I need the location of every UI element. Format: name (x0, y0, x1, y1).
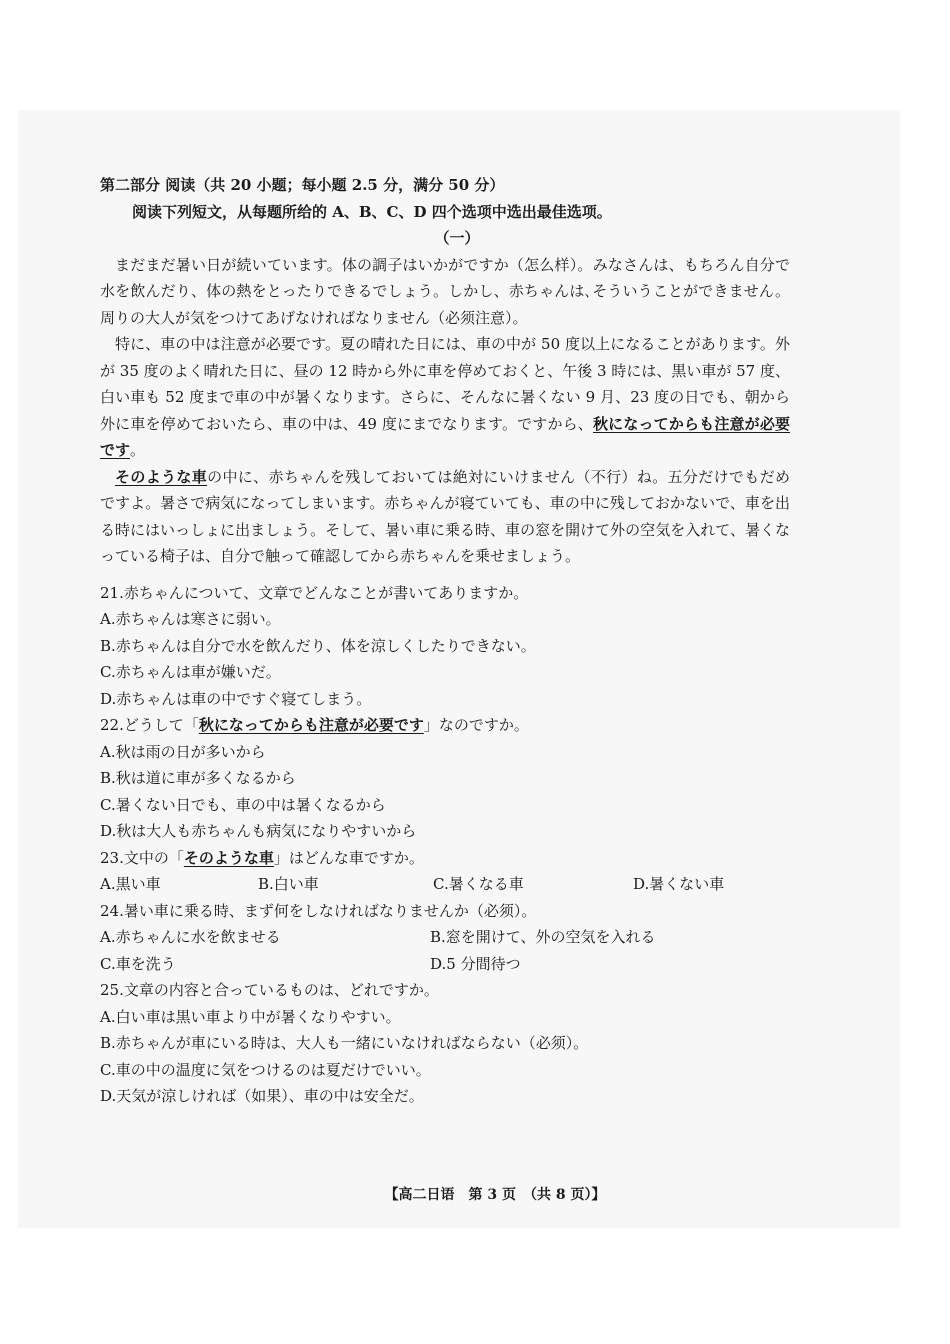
question-22-stem-suffix: 」なのですか。 (423, 716, 529, 734)
question-24-stem: 24.暑い車に乗る時、まず何をしなければなりませんか（必须）。 (100, 901, 537, 920)
passage-paragraph-2 (100, 331, 790, 464)
question-22-stem (100, 712, 790, 739)
question-21-option-a: A.赤ちゃんは寒さに弱い。 (100, 610, 281, 628)
question-24-option-d: D.5 分間待つ (430, 954, 521, 973)
question-23-stem-suffix: 」はどんな車ですか。 (273, 848, 424, 867)
question-21-option-b: B.赤ちゃんは自分で水を飲んだり、体を涼しくしたりできない。 (100, 636, 536, 655)
reading-passage (100, 252, 790, 570)
page-footer: 【高二日语 第 3 页 （共 8 页）】 (384, 1187, 606, 1203)
passage-paragraph-1: まだまだ暑い日が続いています。体の調子はいかがですか（怎么样）。みなさんは、もちろん自分で水を飲んだり、体の熱をとったりできるでしょう。しかし、赤ちゃんは､そういうことができません。周りの大人が気をつけてあげなければなりません（必须注意）。 (100, 255, 790, 327)
question-25-option-b: B.赤ちゃんが車にいる時は、大人も一緒にいなければならない（必须）。 (100, 1034, 589, 1052)
question-23-option-d: D.暑くない車 (633, 875, 725, 893)
passage-paragraph-3 (100, 464, 790, 570)
question-23-option-b: B.白い車 (258, 875, 319, 893)
question-23-underlined: そのような車 (183, 848, 274, 867)
question-25-option-a: A.白い車は黒い車より中が暑くなりやすい。 (100, 1007, 401, 1026)
question-22-option-b: B.秋は道に車が多くなるから (100, 769, 296, 787)
question-22-option-c: C.暑くない日でも、車の中は暑くなるから (100, 795, 386, 814)
question-25 (100, 977, 790, 1110)
question-24-option-a: A.赤ちゃんに水を飲ませる (100, 928, 281, 946)
question-24 (100, 898, 790, 978)
question-22 (100, 712, 790, 845)
question-22-option-d: D.秋は大人も赤ちゃんも病気になりやすいから (100, 822, 417, 840)
question-24-options-row-1 (100, 924, 790, 951)
question-22-stem-prefix: 22.どうして「 (100, 716, 199, 734)
question-21-option-d: D.赤ちゃんは車の中ですぐ寝てしまう。 (100, 689, 372, 708)
exam-content (100, 172, 790, 1110)
question-22-option-a: A.秋は雨の日が多いから (100, 742, 266, 761)
question-22-underlined: 秋になってからも注意が必要です (198, 716, 424, 734)
question-23-stem-prefix: 23.文中の「 (100, 848, 184, 867)
question-25-option-c: C.車の中の温度に気をつけるのは夏だけでいい。 (100, 1060, 431, 1079)
question-list (100, 580, 790, 1110)
question-23-option-c: C.暑くなる車 (433, 875, 524, 893)
underlined-phrase-car: そのような車 (115, 467, 208, 486)
underlined-phrase-autumn: 秋になってからも注意が必要です (100, 414, 790, 459)
question-24-options-row-2 (100, 951, 790, 978)
question-21 (100, 580, 790, 713)
section-title: 第二部分 阅读（共 20 小题；每小题 2.5 分，满分 50 分） (100, 176, 505, 194)
paragraph-3-text: の中に、赤ちゃんを残しておいては絶対にいけません（不行）ね。五分だけでもだめですよ。暑さで病気になってしまいます。赤ちゃんが寝ていても、車の中に残しておかないで、車を出る時にはいっしょに出ましょう。そして、暑い車に乗る時、車の窓を開けて外の空気を入れて、暑くなっている椅子は、自分で触って確認してから赤ちゃんを乗せましょう。 (100, 467, 790, 565)
paragraph-2-end: 。 (130, 441, 146, 459)
question-21-stem: 21.赤ちゃんについて、文章でどんなことが書いてありますか。 (100, 583, 529, 602)
question-23 (100, 845, 790, 898)
instructions: 阅读下列短文，从每题所给的 A、B、C、D 四个选项中选出最佳选项。 (132, 202, 612, 221)
question-23-option-a: A.黒い車 (100, 875, 161, 893)
question-23-stem (100, 845, 790, 872)
question-25-option-d: D.天気が涼しければ（如果）、車の中は安全だ。 (100, 1087, 424, 1105)
passage-number: （一） (434, 229, 480, 247)
question-25-stem: 25.文章の内容と合っているものは、どれですか。 (100, 981, 439, 999)
paragraph-2-text: 特に、車の中は注意が必要です。夏の晴れた日には、車の中が 50 度以上になることがあります。外が 35 度のよく晴れた日に、昼の 12 時から外に車を停めておくと、午後 3 時には、黒い車が 57 度、白い車も 52 度まで車の中が暑くなります。さらに、そんなに暑くない 9 月、23 度の日でも、朝から外に車を停めておいたら、車の中は、49 度にまでなります。ですから、 (100, 335, 790, 433)
question-24-option-b: B.窓を開けて、外の空気を入れる (430, 928, 656, 946)
question-24-option-c: C.車を洗う (100, 954, 176, 973)
question-23-options (100, 871, 790, 898)
question-21-option-c: C.赤ちゃんは車が嫌いだ。 (100, 663, 281, 681)
